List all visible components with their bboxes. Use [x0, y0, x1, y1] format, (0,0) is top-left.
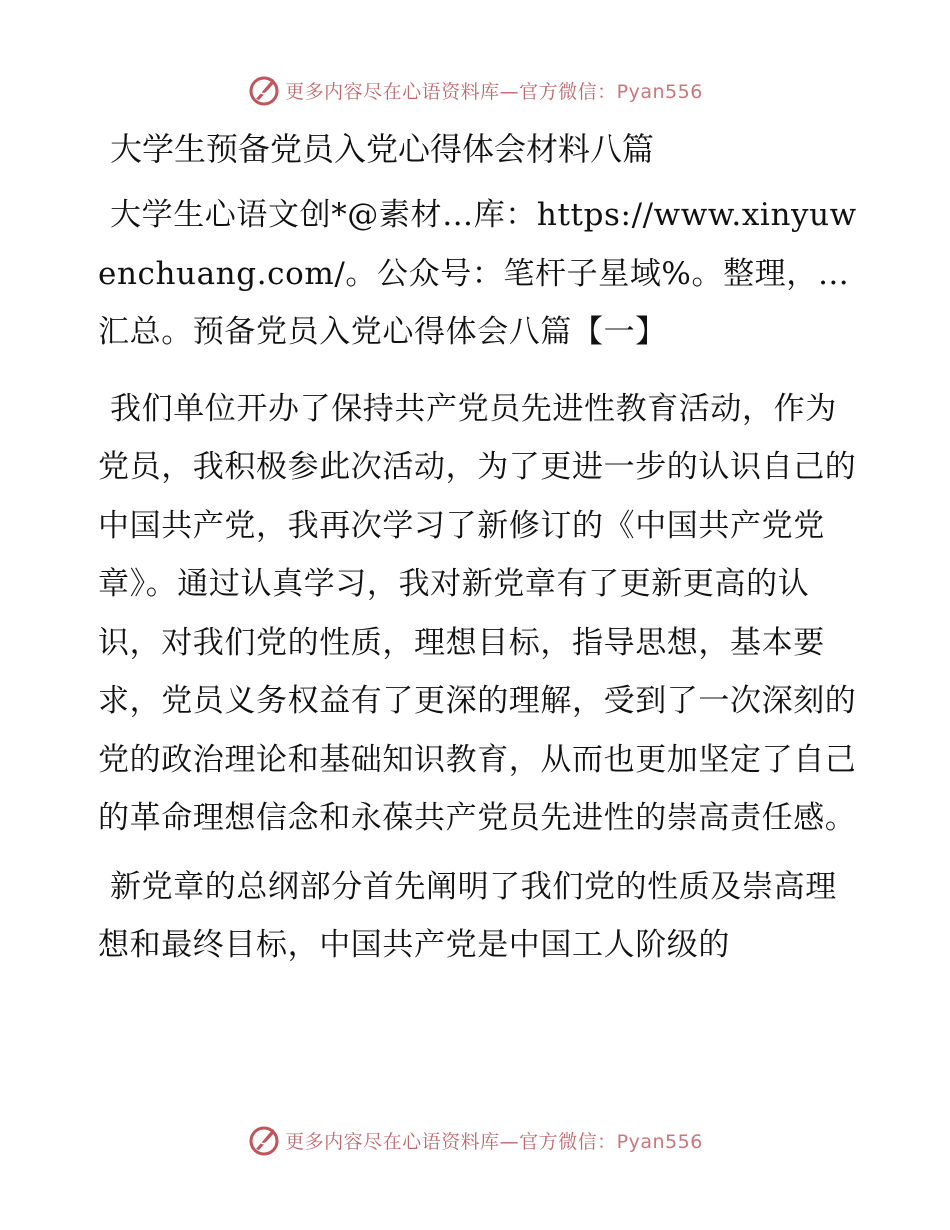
body-paragraph-2: 新党章的总纲部分首先阐明了我们党的性质及崇高理想和最终目标，中国共产党是中国工人阶级的 [98, 868, 837, 963]
quill-circle-logo-icon [247, 73, 281, 107]
wechat-id: Pyan556 [616, 80, 703, 103]
watermark-banner-bottom [0, 1120, 950, 1160]
watermark-text: 更多内容尽在心语资料库—官方微信：Pyan556 [285, 1130, 703, 1153]
wechat-id: Pyan556 [616, 1130, 703, 1153]
document-body [98, 120, 858, 975]
watermark-banner-top [0, 70, 950, 110]
source-paragraph: 大学生心语文创*@素材…库：https://www.xinyuwenchuang.com/。公众号：笔杆子星域%。整理，…汇总。预备党员入党心得体会八篇【一】 [98, 197, 857, 350]
watermark-text: 更多内容尽在心语资料库—官方微信：Pyan556 [285, 80, 703, 103]
body-paragraph-1: 我们单位开办了保持共产党员先进性教育活动，作为党员，我积极参此次活动，为了更进一步的认识自己的中国共产党，我再次学习了新修订的《中国共产党党章》。通过认真学习，我对新党章有了更新更高的认识，对我们党的性质，理想目标，指导思想，基本要求，党员义务权益有了更深的理解，受到了一次深刻的党的政治理论和基础知识教育，从而也更加坚定了自己的革命理想信念和永葆共产党员先进性的崇高责任感。 [98, 390, 857, 836]
document-title: 大学生预备党员入党心得体会材料八篇 [110, 130, 655, 168]
quill-circle-logo-icon [247, 1123, 281, 1157]
